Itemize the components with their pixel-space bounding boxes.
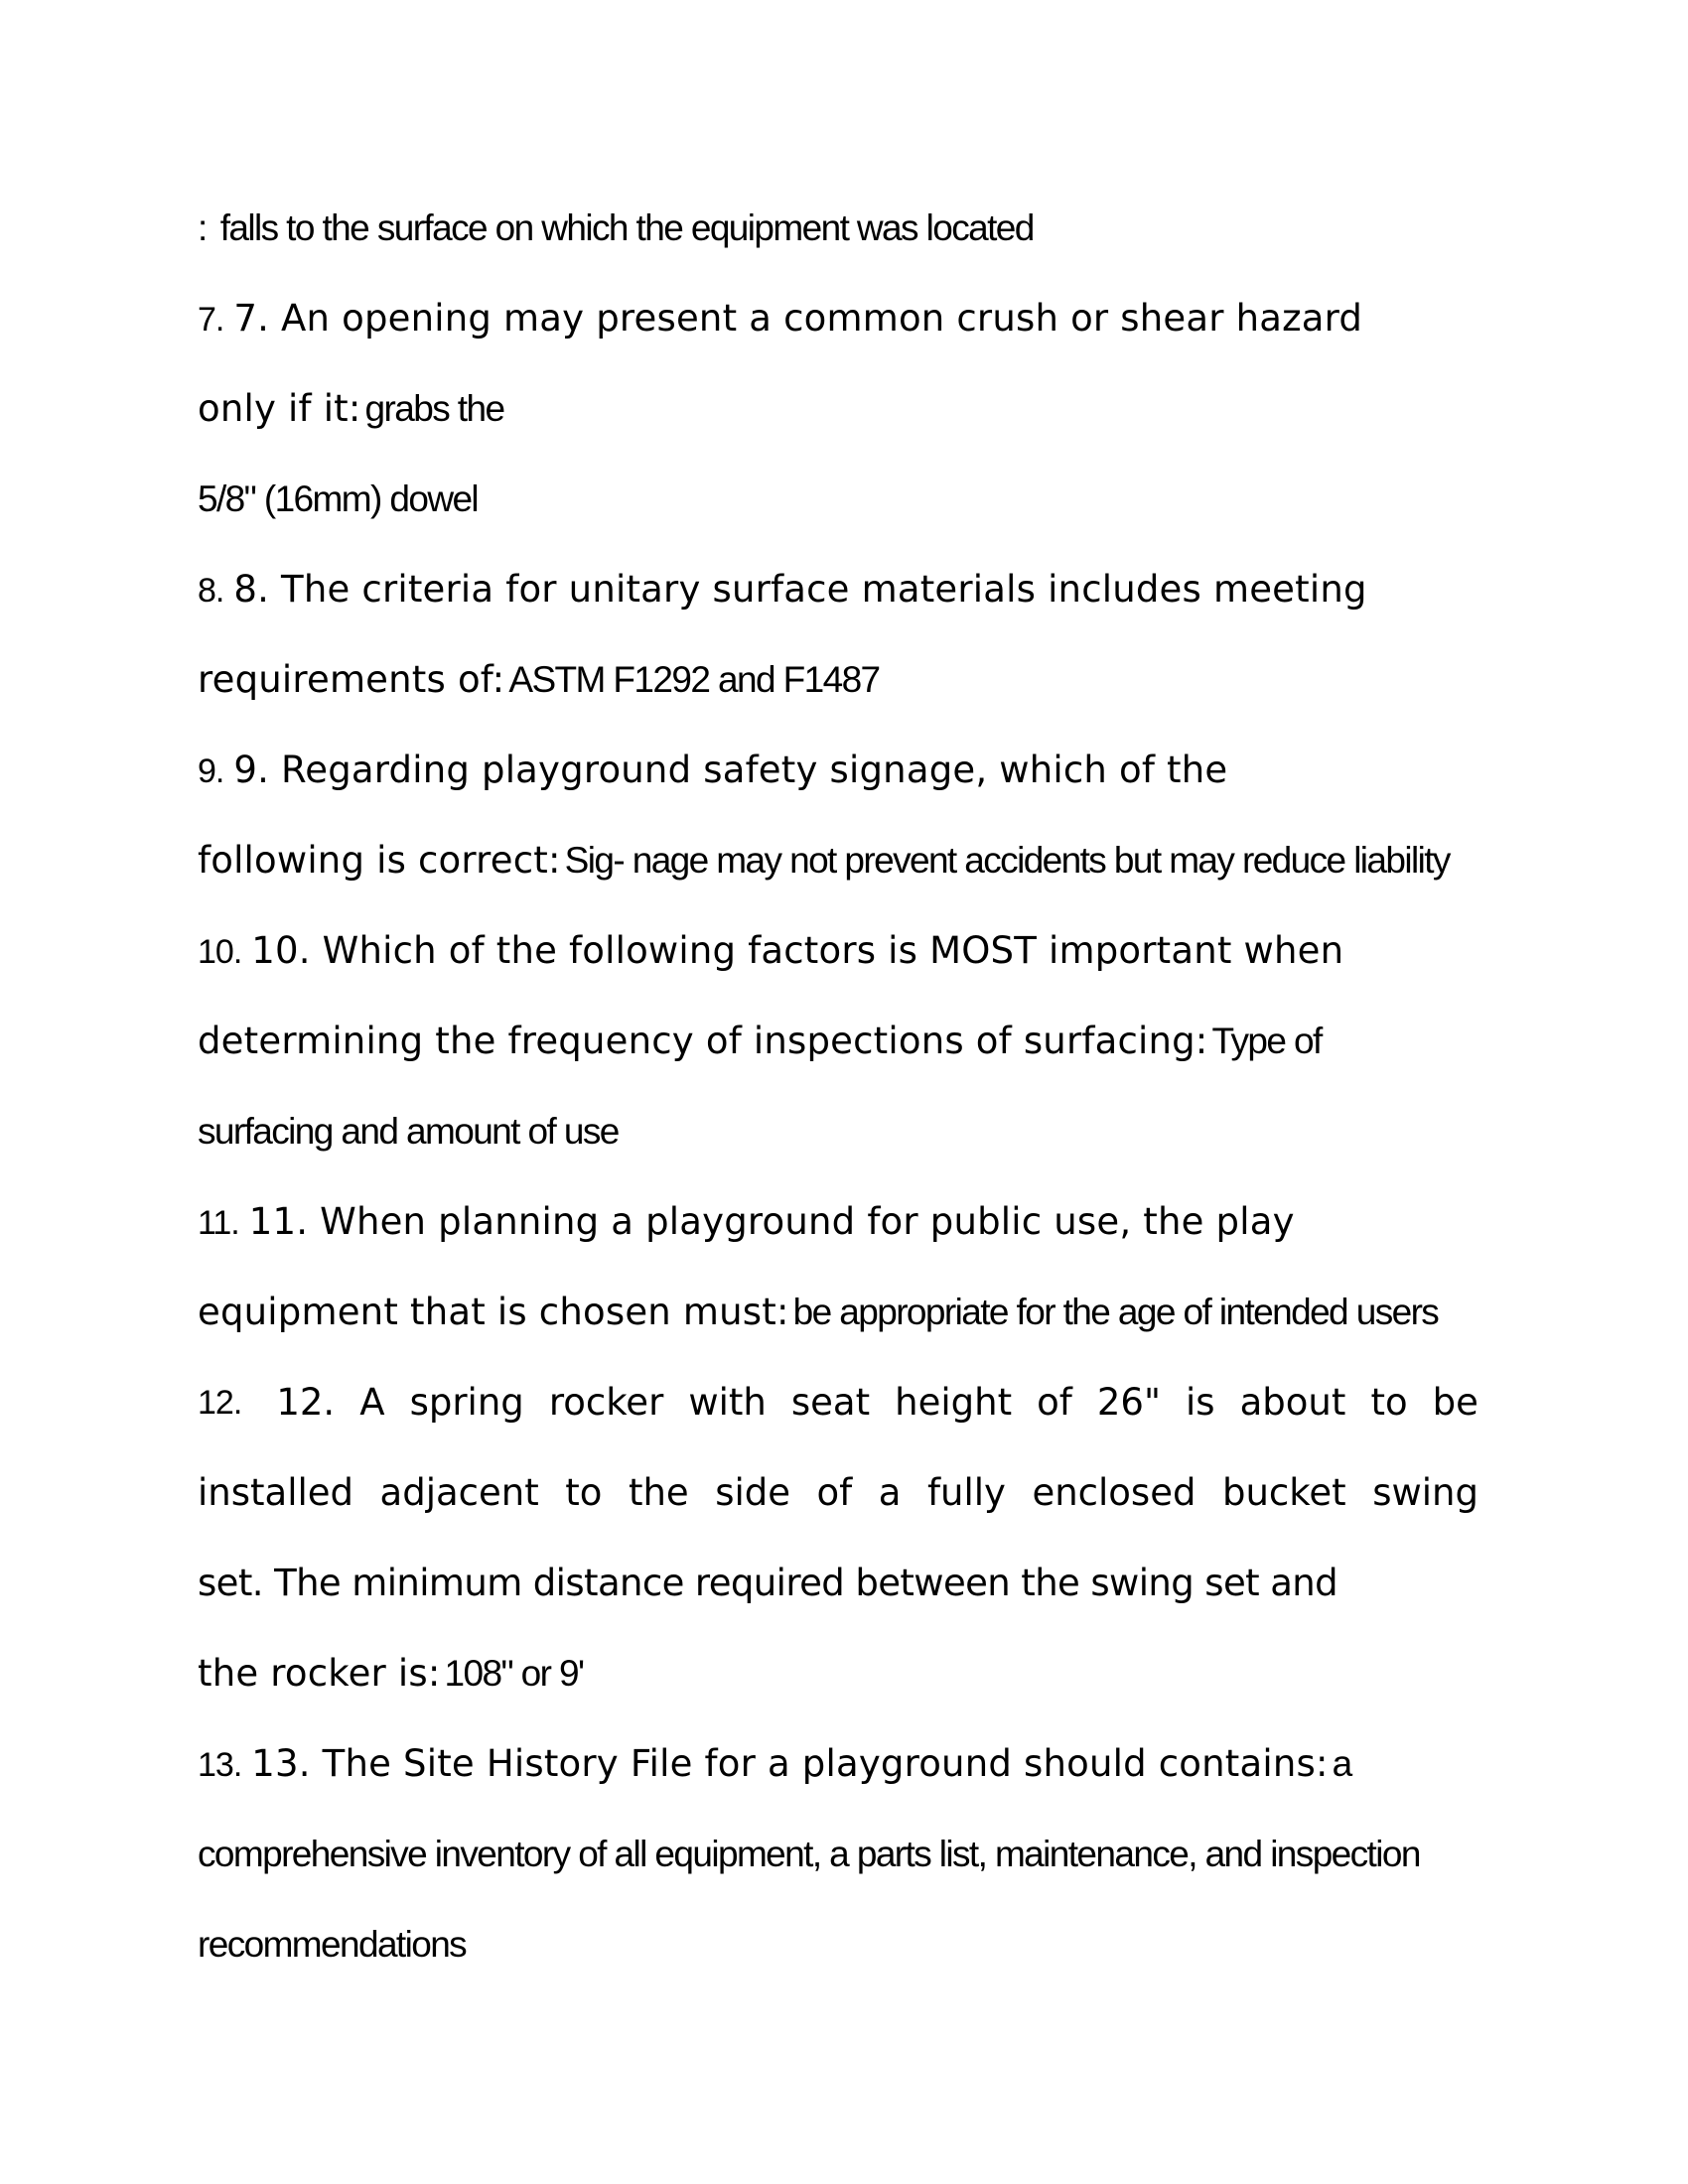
answer-text: ASTM F1292 and F1487 <box>508 659 880 700</box>
question-word: installed <box>198 1471 353 1514</box>
question-text: following is correct: <box>198 839 561 882</box>
question-word: swing <box>1372 1471 1478 1514</box>
question-7-cont <box>198 379 1478 439</box>
list-number: 11. <box>198 1204 239 1242</box>
list-number: 8. <box>198 572 224 610</box>
question-8 <box>198 560 1478 619</box>
question-text: 8. The criteria for unitary surface materials includes meeting <box>233 568 1367 611</box>
question-text: 10. Which of the following factors is MOST important when <box>251 929 1344 972</box>
question-8-cont <box>198 650 1478 710</box>
list-number: 13. <box>198 1746 242 1784</box>
question-word: bucket <box>1221 1471 1346 1514</box>
question-word: 12. <box>276 1381 336 1424</box>
question-text: set. The minimum distance required between the swing set and <box>198 1562 1338 1604</box>
question-10-cont <box>198 1012 1478 1071</box>
answer-text: Sig- nage may not prevent accidents but may reduce liability <box>564 840 1450 881</box>
question-7 <box>198 289 1478 348</box>
answer-13-cont <box>198 1825 1478 1884</box>
question-word: to <box>565 1471 603 1514</box>
question-word: enclosed <box>1032 1471 1196 1514</box>
answer-text: 5/8" (16mm) dowel <box>198 478 479 519</box>
question-13 <box>198 1734 1478 1794</box>
question-word: of <box>816 1471 853 1514</box>
question-word: A <box>359 1381 385 1424</box>
question-word: seat <box>790 1381 871 1424</box>
answer-text: Type of <box>1211 1021 1322 1061</box>
question-12-cont-2 <box>198 1554 1478 1613</box>
question-word: rocker <box>548 1381 664 1424</box>
question-11-cont <box>198 1283 1478 1342</box>
question-text: only if it: <box>198 387 361 430</box>
question-text: requirements of: <box>198 658 505 701</box>
answer-text: 108" or 9' <box>444 1653 584 1694</box>
answer-text: recommendations <box>198 1924 467 1965</box>
question-text: determining the frequency of inspections of surfacing: <box>198 1020 1208 1062</box>
answer-text: surfacing and amount of use <box>198 1111 619 1152</box>
answer-prefix: : <box>198 207 207 248</box>
question-text: 11. When planning a playground for public use, the play <box>248 1200 1295 1243</box>
list-number: 10. <box>198 933 242 971</box>
question-word: with <box>688 1381 767 1424</box>
answer-text: comprehensive inventory of all equipment, a parts list, maintenance, and inspection <box>198 1834 1420 1874</box>
question-word: spring <box>409 1381 524 1424</box>
question-word: a <box>878 1471 902 1514</box>
question-12-cont-1 <box>198 1463 1478 1523</box>
question-word: fully <box>926 1471 1006 1514</box>
question-word: be <box>1432 1381 1478 1424</box>
question-text: 9. Regarding playground safety signage, which of the <box>233 749 1228 791</box>
question-12-cont-3 <box>198 1644 1478 1704</box>
list-number: 9. <box>198 752 224 790</box>
question-word: 26" <box>1096 1381 1161 1424</box>
question-9 <box>198 741 1478 800</box>
question-word: adjacent <box>379 1471 539 1514</box>
question-11 <box>198 1192 1478 1252</box>
question-text: 7. An opening may present a common crush or shear hazard <box>233 297 1363 340</box>
answer-7-cont <box>198 470 1478 529</box>
question-9-cont <box>198 831 1478 890</box>
question-word: to <box>1370 1381 1408 1424</box>
question-word: the <box>628 1471 689 1514</box>
question-word: is <box>1186 1381 1215 1424</box>
question-word: height <box>895 1381 1013 1424</box>
question-12 <box>198 1373 1478 1433</box>
answer-line-6 <box>198 199 1478 258</box>
answer-text: grabs the <box>364 388 504 429</box>
answer-text: falls to the surface on which the equipment was located <box>219 207 1034 248</box>
question-word: about <box>1239 1381 1346 1424</box>
question-text: equipment that is chosen must: <box>198 1291 789 1333</box>
question-word: of <box>1037 1381 1072 1424</box>
answer-text: a <box>1332 1743 1351 1784</box>
answer-13-cont-2 <box>198 1915 1478 1975</box>
question-text: 13. The Site History File for a playground should contains: <box>251 1742 1329 1785</box>
list-number: 7. <box>198 301 224 339</box>
answer-10-cont <box>198 1102 1478 1161</box>
list-number: 12. <box>198 1384 242 1422</box>
question-10 <box>198 921 1478 981</box>
question-text: the rocker is: <box>198 1652 441 1695</box>
answer-text: be appropriate for the age of intended users <box>792 1292 1439 1332</box>
question-word: side <box>715 1471 791 1514</box>
